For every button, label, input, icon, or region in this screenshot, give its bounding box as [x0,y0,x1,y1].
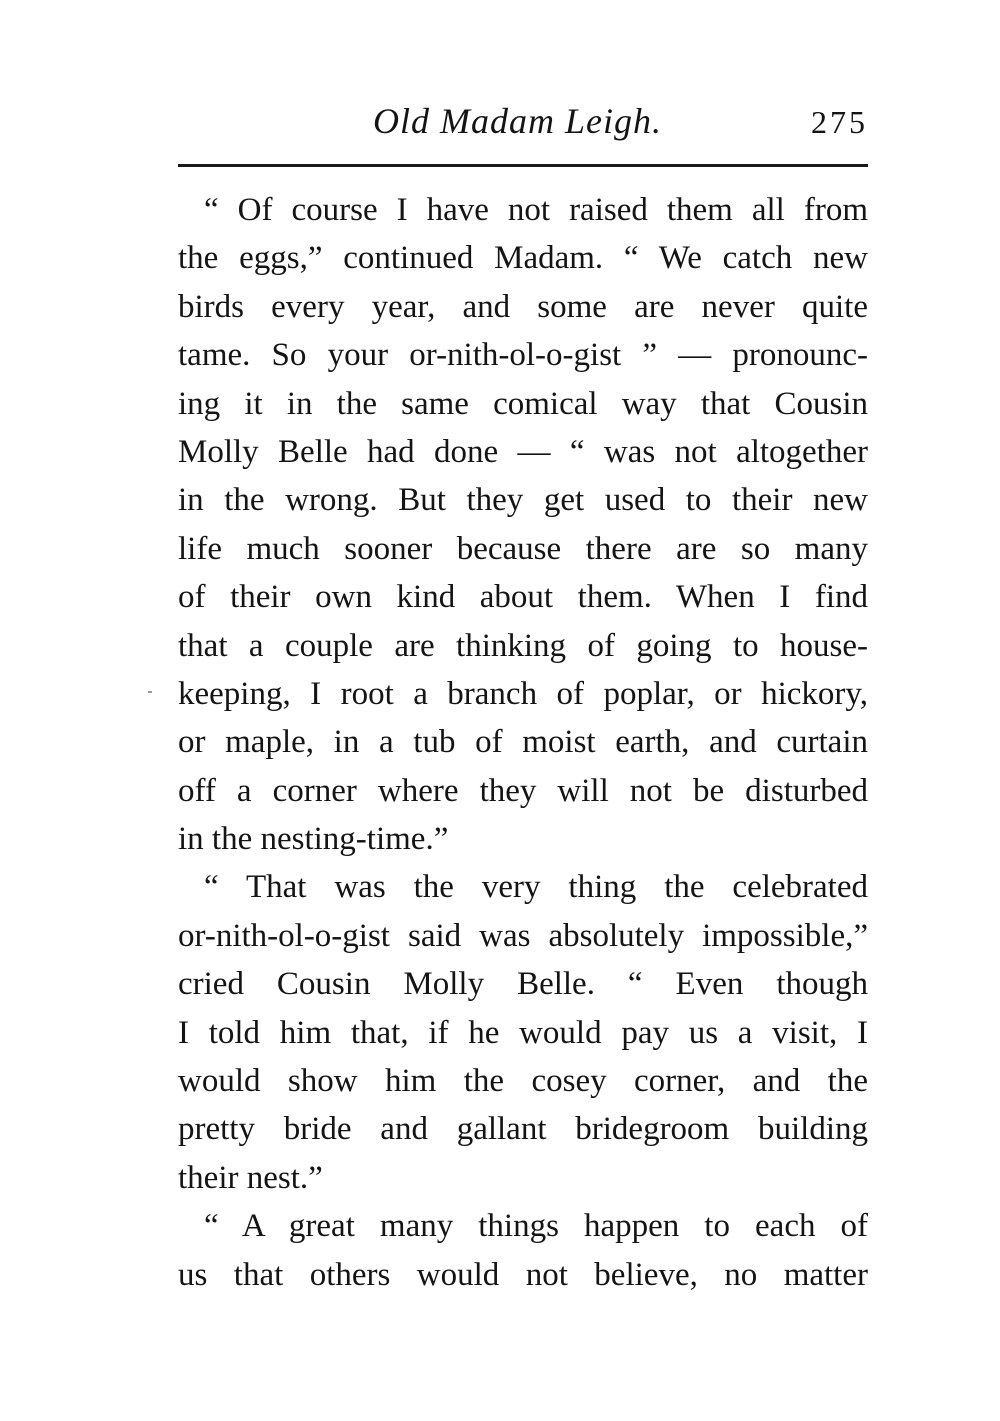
text-line: keeping, I root a branch of poplar, or hickory, [178,675,868,712]
text-line: tame. So your or-nith-ol-o-gist ” — pronounc- [178,337,868,374]
text-line: the eggs,” continued Madam. “ We catch new [178,240,868,277]
running-head [178,100,868,160]
text-line: or-nith-ol-o-gist said was absolutely impossible,” [178,917,868,954]
text-line: “ A great many things happen to each of [204,1208,868,1245]
text-line: or maple, in a tub of moist earth, and curtain [178,724,868,761]
text-line: I told him that, if he would pay us a visit, I [178,1014,868,1051]
text-line: of their own kind about them. When I find [178,579,868,616]
text-line: “ Of course I have not raised them all from [204,192,868,228]
body-text [178,186,868,1299]
text-line: us that others would not believe, no matter [178,1256,868,1293]
text-line: birds every year, and some are never quite [178,288,868,325]
text-line: cried Cousin Molly Belle. “ Even though [178,966,868,1003]
text-line: would show him the cosey corner, and the [178,1063,868,1100]
header-rule [178,164,868,167]
page-number: 275 [811,104,868,140]
text-line: off a corner where they will not be disturbed [178,772,868,809]
text-line: ing it in the same comical way that Cousin [178,385,868,422]
text-line: that a couple are thinking of going to house- [178,627,868,664]
margin-mark [148,691,152,693]
text-line: “ That was the very thing the celebrated [204,869,868,906]
text-line: in the nesting-time.” [178,821,449,858]
running-title: Old Madam Leigh. [373,101,662,141]
text-line: life much sooner because there are so many [178,530,868,567]
text-line: in the wrong. But they get used to their new [178,482,868,519]
text-line: Molly Belle had done — “ was not altogether [178,433,868,470]
text-line: their nest.” [178,1159,323,1196]
text-line: pretty bride and gallant bridegroom building [178,1111,868,1148]
